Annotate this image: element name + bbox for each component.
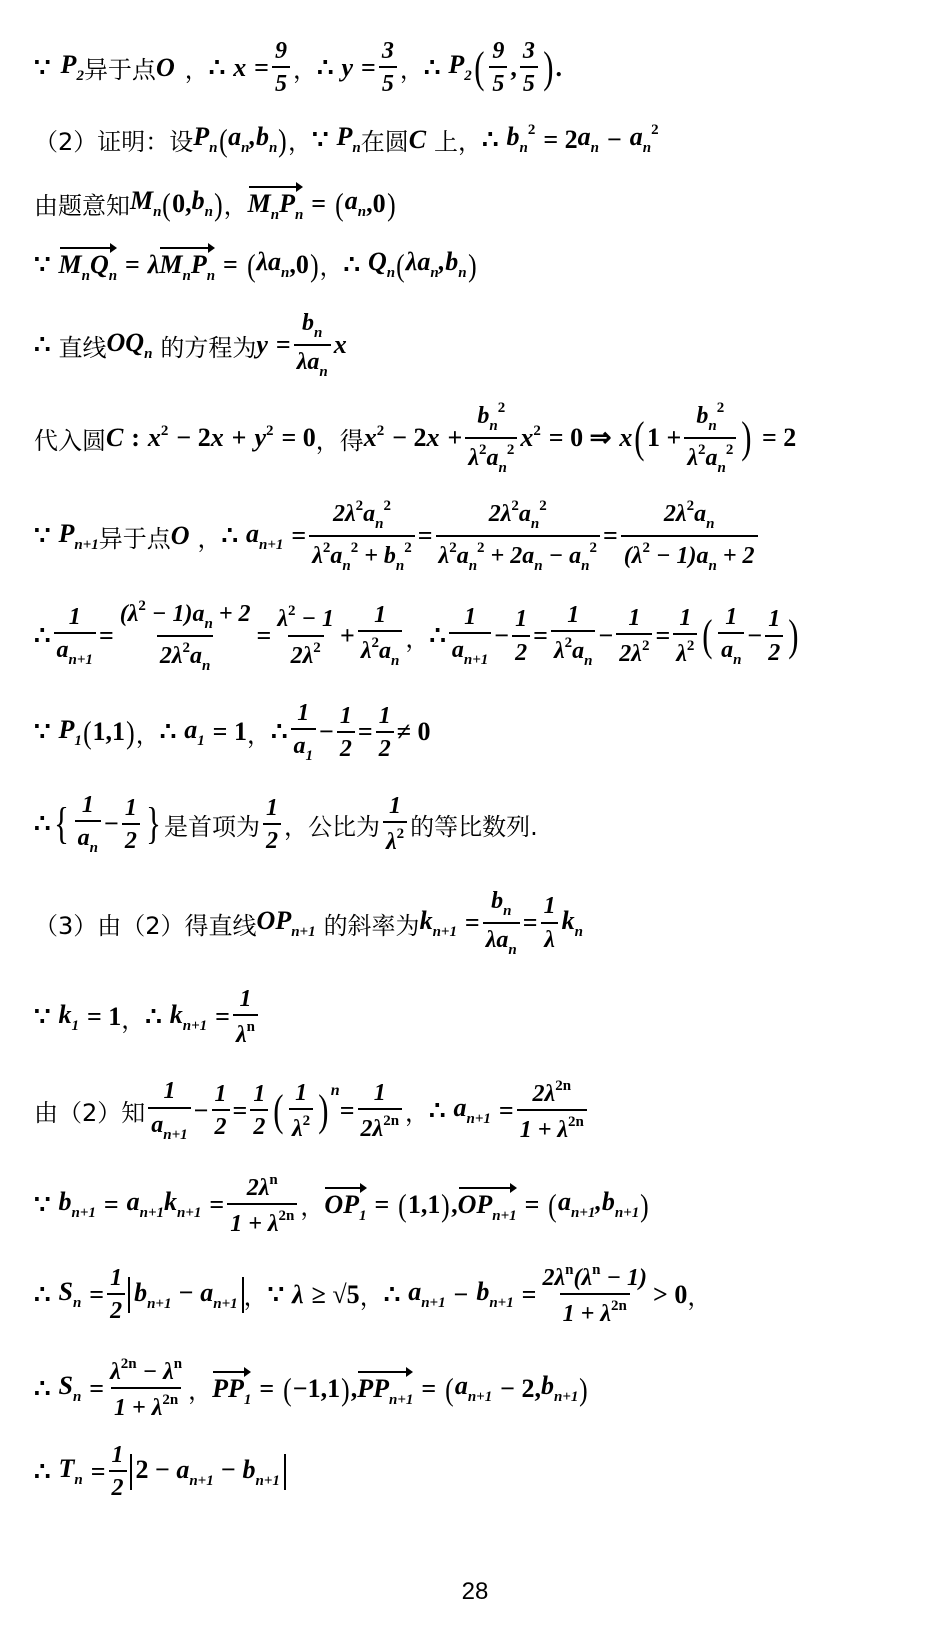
fraction: $\frac{1}{a_n}$ [718,604,744,669]
fraction: $\frac{b_n^2}{\lambda^2a_n^2}$ [684,400,736,476]
solution-line-16: ∴ $S_n$ = $\frac{\lambda^{2n} - \lambda^n}{1 + \lambda^{2n}}$ ， $PP_1$ = ( −1,1 ) , $PP_{n+1}$ = ( $a_{n+1}$ − 2, $b_{n+1}$ ) [34,1356,588,1422]
comma: ， [223,192,248,220]
text-fragment: 在圆 [360,128,409,156]
fraction: $\frac{(\lambda^2 - 1)a_n + 2}{2\lambda^2a_n}$ [119,598,251,674]
fraction: $\frac{1}{2}$ [337,703,355,763]
fraction: $\frac{1}{a_{n+1}}$ [449,604,491,669]
comma: ， [135,720,160,749]
solution-line-15: ∴ $S_n$ = $\frac{1}{2}$ $b_{n+1} - a_{n+1}$ ， ∵ λ ≥ √5 ， ∴ $a_{n+1}$ − $b_{n+1}$ = $\frac{2\lambda^n(\lambda^n - 1)}{1 + \lambda^{2n}}$ > 0 ， [34,1262,712,1328]
text-fragment: ，公比为 [283,812,380,841]
solution-line-8: ∴ $\frac{1}{a_{n+1}}$ = $\frac{(\lambda^2 - 1)a_n + 2}{2\lambda^2a_n}$ = $\frac{\lambda^2 - 1}{2\lambda^2}$ + $\frac{1}{\lambda^2a_n}$ ， ∴ $\frac{1}{a_{n+1}}$ − $\frac{1}{2}$ = $\frac{1}{\lambda^2a_n}$ − $\frac{1}{2\lambda^2}$ = $\frac{1}{\lambda^2}$ ( $\frac{1}{a_n}$ − $\frac{1}{2}$ ) [34,598,799,674]
text-fragment: 上， [434,128,483,156]
solution-line-4: ∵ $M_nQ_n$ = λ $M_nP_n$ = ( $\lambda a_n$ ,0 ) ， ∴ $Q_n$ ( $\lambda a_n,b_n$ ) [34,244,930,285]
text-fragment: （2）证明：设 [34,128,194,156]
text-fragment: 代入圆 [34,426,106,455]
comma: ， [399,56,424,85]
page-number: 28 [461,1578,489,1605]
solution-line-13: 由（2）知 $\frac{1}{a_{n+1}}$ − $\frac{1}{2}$ = $\frac{1}{2}$ ( $\frac{1}{\lambda^2}$ ) n = $\frac{1}{2\lambda^{2n}}$ ， ∴ $a_{n+1}$ = $\frac{2\lambda^{2n}}{1 + \lambda^{2n}}$ [34,1078,930,1144]
comma: ， [405,1099,430,1128]
fraction: $\frac{3}{5}$ [379,38,397,98]
fraction: $\frac{2\lambda^n(\lambda^n - 1)}{1 + \lambda^{2n}}$ [542,1262,648,1328]
text-fragment: 的等比数列. [410,812,538,841]
comma: ， [319,253,344,281]
fraction: $\frac{9}{5}$ [489,38,507,98]
comma: ， [288,128,313,156]
solution-line-17: ∴ $T_n$ = $\frac{1}{2}$ $2 - a_{n+1} - b_{n+1}$ [34,1442,930,1502]
comma: ， [687,1283,712,1312]
comma: ， [405,624,430,653]
comma: ， [300,1193,325,1222]
fraction: $\frac{1}{a_n}$ [75,792,101,857]
solution-line-10: ∴ { $\frac{1}{a_n}$ − $\frac{1}{2}$ } 是首项为 $\frac{1}{2}$ ，公比为 $\frac{1}{\lambda^2}$ 的等比数列. [34,792,538,857]
fraction: $\frac{1}{a_{n+1}}$ [148,1078,190,1143]
text-fragment: 的方程为 [160,333,257,362]
solution-line-2: （2）证明：设 $P_n$ ( $a_n,b_n$ ) ， ∵ $P_n$ 在圆 C 上， ∴ $b_n^2$ = 2 $a_n$ − $a_n^2$ [34,121,659,158]
fraction: $\frac{1}{2}$ [263,795,281,855]
fraction: $\frac{b_n}{\lambda a_n}$ [483,888,520,958]
fraction: $\frac{\lambda^2 - 1}{2\lambda^2}$ [277,603,335,669]
fraction: $\frac{2\lambda^2a_n}{(\lambda^2 - 1)a_n + 2}$ [621,498,758,574]
fraction: $\frac{1}{\lambda^n}$ [233,986,258,1049]
text-fragment: ，得 [315,426,364,455]
solution-line-1: ∵ $P_2$ 异于点 O ， ∴ x = $\frac{9}{5}$ ， ∴ y = $\frac{3}{5}$ ， ∴ $P_2$ ( $\frac{9}{5}$ , $\frac{3}{5}$ ) . [34,38,563,98]
text-fragment: 由（2）知 [34,1099,146,1128]
solution-line-5: ∴ 直线 $OQ_n$ 的方程为 y = $\frac{b_n}{\lambda a_n}$ x [34,310,347,380]
fraction: $\frac{1}{2}$ [109,1442,127,1502]
fraction: $\frac{1}{\lambda^2}$ [673,605,697,668]
fraction: $\frac{2\lambda^n}{1 + \lambda^{2n}}$ [227,1172,297,1238]
solution-line-3: 由题意知 $M_n$ ( 0, $b_n$ ) ， $M_nP_n$ = ( $a_n$ ,0 ) [34,183,930,224]
fraction: $\frac{1}{2}$ [250,1081,268,1141]
fraction: $\frac{1}{a_1}$ [291,700,317,765]
solution-line-11: （3）由（2）得直线 $OP_{n+1}$ 的斜率为 $k_{n+1}$ = $\frac{b_n}{\lambda a_n}$ = $\frac{1}{\lambda}$ $k_n$ [34,888,583,958]
comma: ， [121,1005,146,1034]
fraction: $\frac{1}{\lambda^2}$ [383,793,407,856]
solution-line-6: 代入圆 C : $x^2$ − 2 x + $y^2$ = 0 ，得 $x^2$ − 2 x + $\frac{b_n^2}{\lambda^2a_n^2}$ $x^2$ = 0 ⇒ x ( 1 + $\frac{b_n^2}{\lambda^2a_n^2}$ ) = 2 [34,400,797,476]
fraction: $\frac{1}{2\lambda^{2n}}$ [358,1080,403,1143]
comma: ， [359,1283,384,1312]
solution-line-12: ∵ $k_1$ = 1 ， ∴ $k_{n+1}$ = $\frac{1}{\lambda^n}$ [34,986,930,1049]
fraction: $\frac{1}{\lambda}$ [541,893,559,953]
fraction: $\frac{1}{2}$ [212,1081,230,1141]
fraction: $\frac{9}{5}$ [272,38,290,98]
comma: ， [184,56,209,85]
text-fragment: （3）由（2）得直线 [34,911,257,940]
comma: ， [243,1283,268,1312]
fraction: $\frac{2\lambda^2a_n^2}{\lambda^2a_n^2 + b_n^2}$ [309,498,415,574]
text-fragment: 的斜率为 [323,911,420,940]
fraction: $\frac{b_n^2}{\lambda^2a_n^2}$ [465,400,517,476]
fraction: $\frac{1}{2\lambda^2}$ [616,605,652,668]
fraction: $\frac{1}{2}$ [376,703,394,763]
fraction: $\frac{3}{5}$ [520,38,538,98]
fraction: $\frac{1}{\lambda^2}$ [289,1080,313,1143]
text-fragment: 异于点 [83,56,156,85]
text-fragment: 是首项为 [163,812,260,841]
comma: ， [188,1377,213,1406]
fraction: $\frac{1}{2}$ [122,795,140,855]
comma: ， [197,524,222,553]
fraction: $\frac{1}{\lambda^2a_n}$ [358,602,403,670]
fraction: $\frac{1}{\lambda^2a_n}$ [551,602,596,670]
solution-line-9: ∵ $P_1$ ( 1,1 ) ， ∴ $a_1$ = 1 ， ∴ $\frac{1}{a_1}$ − $\frac{1}{2}$ = $\frac{1}{2}$ ≠ 0 [34,700,431,765]
text-fragment: 由题意知 [34,192,130,220]
fraction: $\frac{2\lambda^{2n}}{1 + \lambda^{2n}}$ [517,1078,587,1144]
text-fragment: 直线 [58,333,107,362]
fraction: $\frac{2\lambda^2a_n^2}{\lambda^2a_n^2 + 2a_n - a_n^2}$ [436,498,600,574]
fraction: $\frac{1}{2}$ [107,1265,125,1325]
fraction: $\frac{1}{2}$ [765,606,783,666]
fraction: $\frac{1}{a_{n+1}}$ [54,604,96,669]
comma: ， [246,720,271,749]
text-fragment: 异于点 [98,524,171,553]
fraction: $\frac{b_n}{\lambda a_n}$ [294,310,331,380]
solution-line-7: ∵ $P_{n+1}$ 异于点 O ， ∴ $a_{n+1}$ = $\frac{2\lambda^2a_n^2}{\lambda^2a_n^2 + b_n^2}$ = $\frac{2\lambda^2a_n^2}{\lambda^2a_n^2 + 2a_n - a_n^2}$ = $\frac{2\lambda^2a_n}{(\lambda^2 - 1)a_n + 2}$ [34,498,930,574]
comma: ， [293,56,317,85]
solution-line-14: ∵ $b_{n+1}$ = $a_{n+1}k_{n+1}$ = $\frac{2\lambda^n}{1 + \lambda^{2n}}$ ， $OP_1$ = ( 1,1 ) , $OP_{n+1}$ = ( $a_{n+1},b_{n+1}$ ) [34,1172,649,1238]
fraction: $\frac{\lambda^{2n} - \lambda^n}{1 + \lambda^{2n}}$ [110,1356,183,1422]
fraction: $\frac{1}{2}$ [512,606,530,666]
